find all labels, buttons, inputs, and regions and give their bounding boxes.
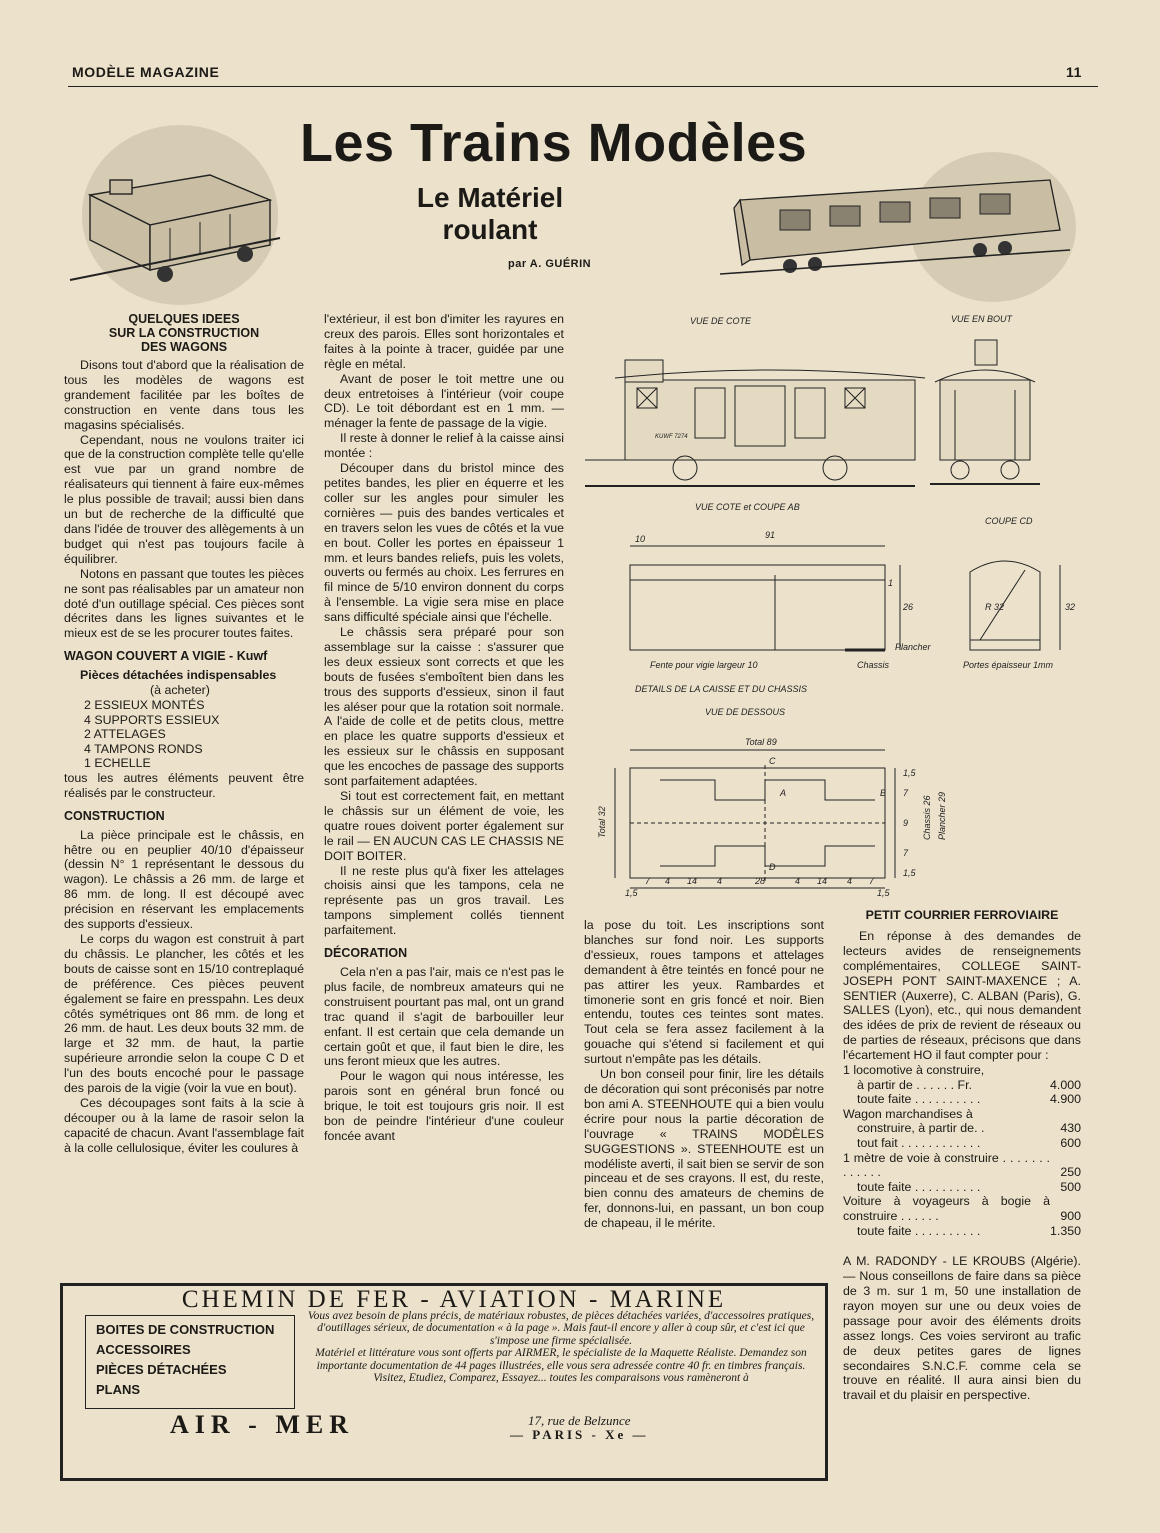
- dim-label: 1,5: [903, 768, 916, 778]
- paragraph: l'extérieur, il est bon d'imiter les rayures en creux des parois. Elles sont horizontales et faites à la pointe à tracer, guidée par une règle en métal.: [324, 312, 564, 371]
- price-label: toute faite . . . . . . . . . .: [857, 1223, 981, 1238]
- paragraph: En réponse à des demandes de lecteurs avides de renseignements complémentaires, COLLEGE SAINT-JOSEPH PONT SAINT-MAXENCE ; A. SENTIER (Auxerre), C. ALBAN (Paris), G. SALLES (Lyon), etc., qui nous demandent des idées de prix de revient de réseaux ou de parties de réseaux, précisons que dans l'écartement HO il faut compter pour :: [843, 928, 1081, 1063]
- dim-label: 4: [665, 876, 671, 886]
- paragraph: Il reste à donner le relief à la caisse ainsi montée :: [324, 431, 564, 461]
- dim-label: 4: [717, 876, 723, 886]
- table-row: [843, 1136, 1081, 1151]
- list-item: 2 ATTELAGES: [84, 727, 166, 742]
- pieces-subtitle: (à acheter): [150, 683, 210, 698]
- advert-brand: AIR - MER: [170, 1410, 354, 1439]
- advert-item: BOITES DE CONSTRUCTION: [96, 1322, 275, 1337]
- dim-label: 4: [795, 876, 801, 886]
- section-letter: D: [769, 862, 776, 872]
- paragraph: la pose du toit. Les inscriptions sont blanches sur fond noir. Les supports d'essieux, roues tampons et attelages demandent à être teintés en foncé pour ne pas attirer les yeux. Rambardes et timonerie sont en gris foncé et noir. Bien entendu, toutes ces teintes sont mates. Tout cela se fera assez facilement à la gouache qui s'étend si facilement et qui surtout n'empâte pas les détails.: [584, 918, 824, 1067]
- advert-headline: CHEMIN DE FER - AVIATION - MARINE: [181, 1286, 727, 1313]
- dim-label: 7: [869, 876, 875, 886]
- list-item: 1 ECHELLE: [84, 756, 151, 771]
- price-value: 900: [1060, 1209, 1081, 1223]
- subtitle-line2: roulant: [442, 214, 538, 245]
- dim-label: 1,5: [903, 868, 916, 878]
- table-row: [843, 1092, 1081, 1107]
- byline: par A. GUÉRIN: [508, 258, 592, 270]
- drawing-label-underside: VUE DE DESSOUS: [705, 707, 786, 717]
- paragraph: Cependant, nous ne voulons traiter ici que de la construction complète telle qu'elle est vue par un grand nombre de réalisateurs qui tiennent à faire eux-mêmes le plus possible de travail; aussi bien dans un but de recherche de la difficulté que dans l'idée de trouver des allègements à un budget qui n'est pas toujours facile à équilibrer.: [64, 432, 305, 566]
- dim-label: 14: [687, 876, 698, 886]
- list-item: 4 SUPPORTS ESSIEUX: [84, 712, 220, 727]
- paragraph: Avant de poser le toit mettre une ou deux entretoises à l'intérieur (voir coupe CD). Le toit débordant est en 1 mm. — ménager la fente de passage de la vigie.: [324, 371, 564, 431]
- dim-label: 7: [645, 876, 651, 886]
- article-subtitle: [360, 182, 620, 246]
- dim-label: 7: [903, 788, 909, 798]
- dim-label: 14: [817, 876, 828, 886]
- dim-label: 1: [888, 578, 894, 588]
- list-item: 4 TAMPONS RONDS: [84, 741, 203, 756]
- advert-paragraph: Matériel et littérature vous sont offerts par AIRMER, le spécialiste de la Maquette Réaliste. Demandez son importante documentation de 44 pages illustrées, elle vous sera adressée contre 40 fr. en timbres français.: [315, 1347, 807, 1372]
- article-column-1: [64, 312, 304, 1156]
- price-value: [1050, 1107, 1081, 1122]
- price-value: 250: [1060, 1165, 1081, 1180]
- courrier-column: [843, 908, 1081, 1403]
- table-row: [843, 1224, 1081, 1239]
- table-row: [843, 1063, 1081, 1078]
- section-heading-decoration: DÉCORATION: [324, 946, 408, 961]
- dim-label: 4: [847, 876, 853, 886]
- paragraph: Le châssis sera préparé pour son assemblage sur la caisse : s'assurer que les deux essieux sont corrects et que les bouts de fusées s'emboîtent bien dans les trous des supports d'essieux, sinon il faut les aléser pour que la rotation soit normale. A l'aide de colle et de petits clous, mettre en place les quatre supports d'essieux et les essieux sur le châssis en supposant que les encoches de passage des supports sont parfaitement adaptées.: [324, 625, 564, 789]
- caption-line: DES WAGONS: [140, 340, 228, 354]
- price-value: 1.350: [1049, 1223, 1081, 1238]
- price-value: [1050, 1063, 1081, 1078]
- price-label: Voiture à voyageurs à bogie à construire . . . . . .: [843, 1194, 1050, 1223]
- caption-line: SUR LA CONSTRUCTION: [108, 326, 260, 340]
- courrier-title: PETIT COURRIER FERROVIAIRE: [865, 908, 1059, 922]
- table-row: [843, 1151, 1081, 1180]
- dim-label: 26: [903, 602, 914, 612]
- drawing-label-section-ab: VUE COTE et COUPE AB: [695, 502, 800, 512]
- section-letter: B: [880, 788, 887, 798]
- price-label: 1 mètre de voie à construire . . . . . . . . . . . . .: [843, 1150, 1050, 1180]
- paragraph: A M. RADONDY - LE KROUBS (Algérie). — Nous conseillons de faire dans sa pièce de 3 m. sur 1 m, 50 une installation de rayon moyen sur une ou deux voies de passage pour avoir des éléments droits assez longs. Ces voies serviront au trafic de deux petites gares de lignes secondaires S.N.C.F. comme cela se trouve en réalité. Il aura ainsi bien du travail et du plaisir en perspective.: [843, 1254, 1081, 1403]
- table-row: [843, 1078, 1081, 1093]
- table-row: [843, 1121, 1081, 1136]
- side-view-drawing: [585, 360, 925, 486]
- section-heading-construction: CONSTRUCTION: [64, 808, 165, 823]
- section-caption: [64, 312, 304, 354]
- price-value: 500: [1060, 1179, 1081, 1194]
- paragraph: Le corps du wagon est construit à part du châssis. Le plancher, les côtés et les bouts de caisse sont en 15/10 contreplaqué de préférence. Ces pièces peuvent également se faire en presspahn. Les deux côtés symétriques ont 86 mm. de long et 26 mm. de haut. Les deux bouts 32 mm. de large et 32 mm. de haut, la partie supérieure arrondie selon la coupe C D et l'un des bouts encoché pour le passage des parois de la vigie (voir la vue en bout).: [64, 931, 304, 1096]
- section-cd-drawing: [970, 561, 1060, 650]
- drawing-label-side: VUE DE COTE: [690, 316, 752, 326]
- paragraph: Pour le wagon qui nous intéresse, les parois sont en général brun foncé ou brique, le toit est toujours gris noir. Il est bon de peindre l'intérieur d'une couleur foncée avant: [324, 1069, 564, 1143]
- boxcar-sketch-icon: [70, 150, 290, 300]
- price-label: tout fait . . . . . . . . . . . .: [857, 1136, 981, 1151]
- paragraph: Notons en passant que toutes les pièces ne sont pas réalisables par un amateur non doté d'un outillage spécial. Ces pièces sont décrites dans les lignes suivantes et le mieux est de se les procurer toutes faites.: [64, 566, 304, 641]
- dim-label: 1,5: [625, 888, 638, 898]
- wagon-marking: KUWF 7274: [655, 434, 688, 440]
- paragraph: Un bon conseil pour finir, lire les détails de décoration qui sont préconisés par notre bon ami A. STEENHOUTE qui a bien voulu écrire pour nous la partie décoration de l'ouvrage « TRAINS MODÈLES SUGGESTIONS ». STEENHOUTE est un modéliste averti, il sait bien se servir de son pinceau et de ses crayons. Il est, du reste, bien connu des amateurs de chemins de fer, donnons-lui, en passant, un bon coup de chapeau, il le mérite.: [584, 1067, 824, 1231]
- section-letter: A: [780, 788, 787, 798]
- dim-label: R 32: [985, 602, 1005, 612]
- advert-paragraph: Vous avez besoin de plans précis, de matériaux robustes, de pièces détachées variées, d'accessoires pratiques, d'outillages sérieux, de documentation « à la page ». Mais faut-il encore y aller à coup sûr, et c'est ici que s'impose une firme spécialisée.: [307, 1310, 815, 1347]
- advert-item: PLANS: [96, 1382, 141, 1397]
- advert-address: [510, 1414, 649, 1442]
- dim-label: 10: [635, 534, 646, 544]
- paragraph: Disons tout d'abord que la réalisation de tous les modèles de wagons est grandement facilitée par les boîtes de construction en vente dans tous les magasins spécialisés.: [64, 358, 304, 432]
- drawing-label-plancher: Plancher: [895, 642, 931, 652]
- table-row: [843, 1180, 1081, 1195]
- paragraph: Il ne reste plus qu'à fixer les attelages choisis ainsi que les tampons, cela ne représente pas un gros travail. Les tampons simplement collés tiennent parfaitement.: [324, 863, 564, 938]
- address-line: 17, rue de Belzunce: [528, 1413, 631, 1428]
- price-label: à partir de . . . . . . Fr.: [857, 1077, 972, 1092]
- side-dimension-column: [903, 768, 917, 878]
- advert-item: ACCESSOIRES: [96, 1342, 191, 1357]
- advert-paragraph: Visitez, Etudiez, Comparez, Essayez... toutes les comparaisons vous ramèneront à: [373, 1372, 749, 1385]
- dim-label: 91: [765, 530, 776, 540]
- coach-sketch-icon: [720, 170, 1070, 280]
- section-ab-drawing: [630, 546, 900, 650]
- drawing-label-chassis: Chassis: [857, 660, 890, 670]
- paragraph: Découper dans du bristol mince des petites bandes, les plier en équerre et les coller sur les angles pour simuler les cornières — puis des bandes verticales et en travers selon les vues de côtés et la vue en bout. Coller les portes en épaisseur 1 mm. et leurs bandes reliefs, puis les volets, ouverts ou fermés au choix. Les ferrures en fil mince de 5/10 environ donnent du corps à l'ensemble. La vigie sera mise en place sans difficulté spéciale ainsi que l'échelle.: [324, 461, 564, 625]
- dim-label: 32: [1065, 602, 1076, 612]
- page-number: 11: [1066, 64, 1082, 80]
- advert-text: [306, 1310, 816, 1384]
- price-value: 600: [1060, 1136, 1081, 1151]
- subtitle-line1: Le Matériel: [416, 182, 564, 213]
- dim-label: 1,5: [877, 888, 890, 898]
- dim-label: 9: [903, 818, 909, 828]
- technical-drawings: [585, 310, 1095, 900]
- price-label: toute faite . . . . . . . . . .: [857, 1092, 981, 1107]
- price-label: construire, à partir de. .: [857, 1121, 985, 1136]
- dim-label: Total 32: [597, 806, 607, 838]
- advert-product-box: [85, 1315, 295, 1409]
- price-label: toute faite . . . . . . . . . .: [857, 1179, 981, 1194]
- drawing-label-details: DETAILS DE LA CAISSE ET DU CHASSIS: [635, 684, 808, 694]
- advert-item: PIÈCES DÉTACHÉES: [96, 1362, 227, 1377]
- drawing-label-fente: Fente pour vigie largeur 10: [650, 660, 758, 670]
- paragraph: Cela n'en a pas l'air, mais ce n'est pas le plus facile, de nombreux amateurs qui ne construisent pourtant pas mal, ont un grand trac quand il s'agit de barbouiller leur enfant. Il est certain que cela demande un certain goût et que, il faut bien le dire, les uns feront mieux que les autres.: [324, 964, 564, 1069]
- article-title: Les Trains Modèles: [300, 113, 808, 173]
- caption-line: QUELQUES IDEES: [128, 312, 240, 326]
- price-label: Wagon marchandises à: [843, 1106, 973, 1121]
- header-rule: [68, 86, 1098, 87]
- paragraph: tous les autres éléments peuvent être réalisés par le constructeur.: [64, 770, 304, 800]
- price-table: [843, 1063, 1081, 1238]
- address-line: — PARIS - Xe —: [510, 1427, 649, 1442]
- article-column-2: [324, 312, 564, 1144]
- price-label: 1 locomotive à construire,: [843, 1063, 985, 1078]
- pieces-list: [84, 698, 304, 771]
- paragraph: Si tout est correctement fait, en mettant le châssis sur un élément de voie, les quatre roues doivent porter également sur le rail — EN AUCUN CAS LE CHASSIS NE DOIT BOITER.: [324, 789, 564, 863]
- dim-label: Total 89: [745, 737, 777, 747]
- table-row: [843, 1194, 1081, 1223]
- dim-label: 28: [755, 876, 766, 886]
- end-view-drawing: [930, 340, 1040, 484]
- price-value: 430: [1060, 1121, 1081, 1136]
- drawing-label-portes: Portes épaisseur 1mm: [963, 660, 1054, 670]
- magazine-name: MODÈLE MAGAZINE: [72, 64, 220, 80]
- section-heading-wagon: WAGON COUVERT A VIGIE - Kuwf: [64, 649, 268, 664]
- dim-label: Chassis 26: [922, 795, 932, 840]
- table-row: [843, 1107, 1081, 1122]
- list-item: 2 ESSIEUX MONTÉS: [84, 697, 205, 712]
- underside-view-drawing: [615, 750, 895, 888]
- pieces-title: Pièces détachées indispensables: [80, 668, 277, 683]
- article-column-3: [584, 918, 824, 1231]
- price-value: 4.000: [1049, 1077, 1081, 1092]
- dim-label: 7: [903, 848, 909, 858]
- paragraph: Ces découpages sont faits à la scie à découper ou à la lame de rasoir selon la capacité de chacun. Avant l'assemblage fait à la colle cellulosique, éviter les coulures à: [64, 1095, 304, 1155]
- section-letter: C: [769, 756, 776, 766]
- price-value: 4.900: [1049, 1092, 1081, 1107]
- paragraph: La pièce principale est le châssis, en hêtre ou en peuplier 40/10 d'épaisseur (dessin N° 1 représentant le dessous du wagon). Le châssis a 26 mm. de large et 86 mm. de long. Il est découpé avec précision en réservant les emplacements des supports d'essieux.: [64, 827, 304, 932]
- drawing-label-section-cd: COUPE CD: [985, 516, 1033, 526]
- drawing-label-end: VUE EN BOUT: [951, 314, 1013, 324]
- dim-label: Plancher 29: [937, 791, 947, 840]
